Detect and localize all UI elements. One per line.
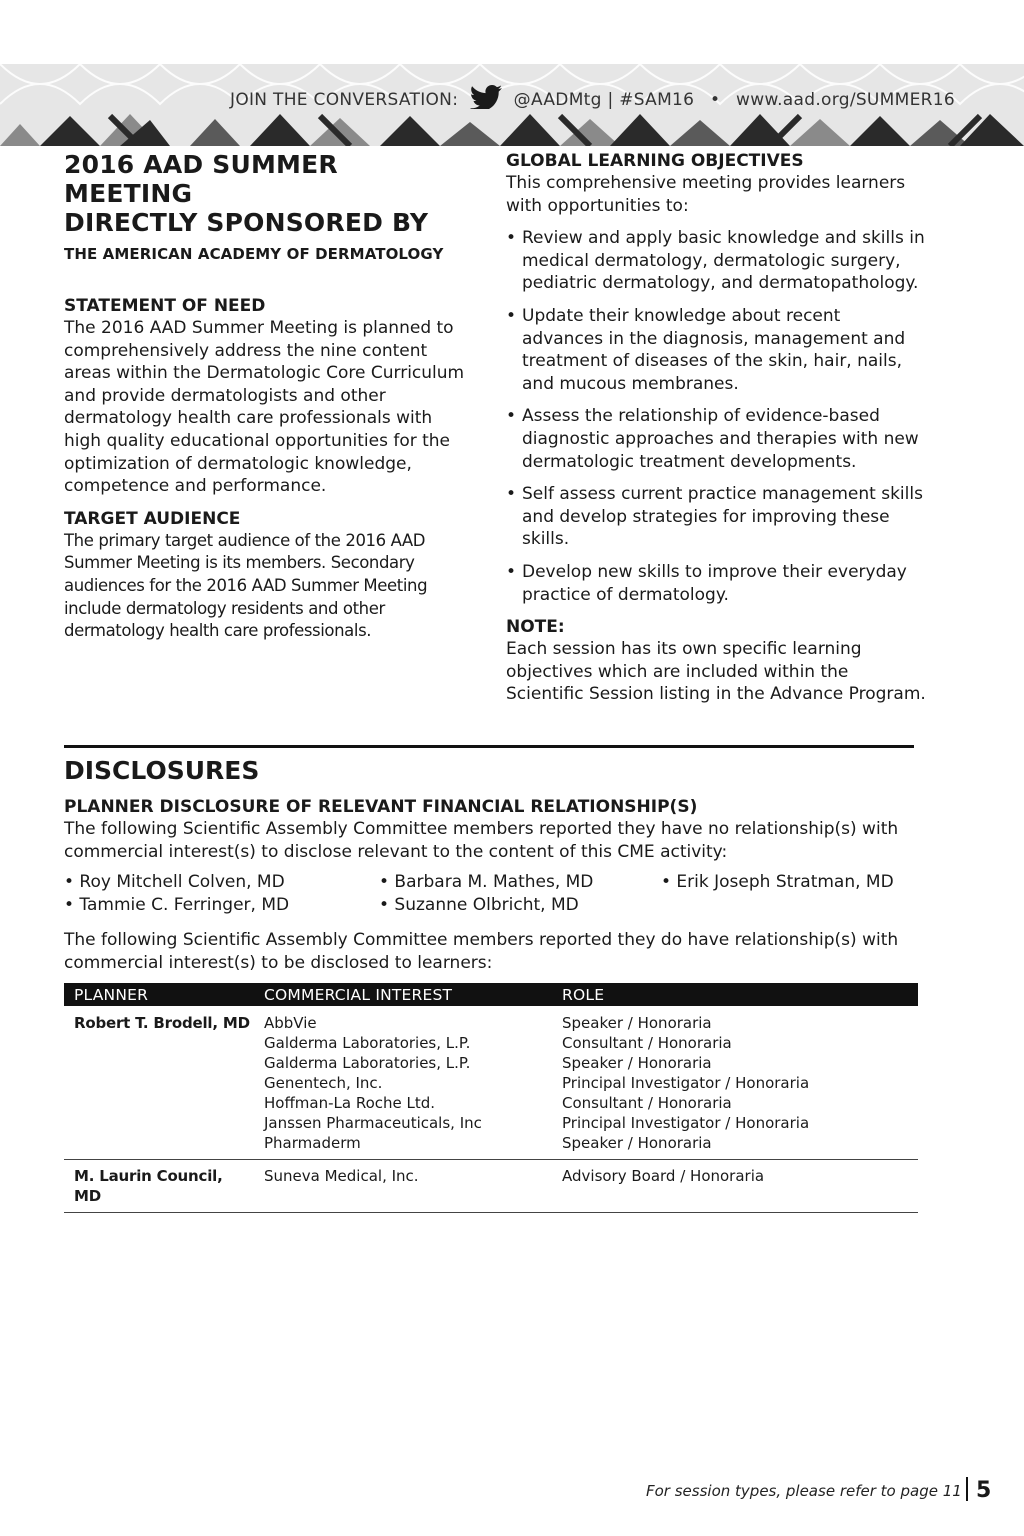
list-item: • Suzanne Olbricht, MD [379,895,579,916]
planner-cell: Robert T. Brodell, MD [64,1006,254,1160]
role-item: Principal Investigator / Honoraria [562,1074,810,1092]
audience-heading: TARGET AUDIENCE [64,508,241,529]
role-item: Speaker / Honoraria [562,1134,712,1152]
note-text: Each session has its own specific learning objectives which are included within the Scientific Session listing in the Advance Program. [506,639,926,705]
column-header-commercial-interest: COMMERCIAL INTEREST [254,983,552,1006]
page-number [966,1477,991,1503]
relationship-text: The following Scientific Assembly Committee members reported they do have relationship(s) with commercial interest(s) to be disclosed to learners: [64,930,899,973]
page-number-divider [966,1477,968,1501]
hashtag[interactable]: #SAM16 [619,90,695,110]
list-item: • Tammie C. Ferringer, MD [64,895,290,916]
no-relationship-names [64,871,924,921]
objectives-list [506,227,926,606]
statement-text: The 2016 AAD Summer Meeting is planned to comprehensively address the nine content areas within the Dermatologic Core Curriculum and provide dermatologists and other dermatology health care professionals with high quality educational opportunities for the optimization of dermatologic knowledge, competence and performance. [64,318,465,497]
section-divider [64,745,914,748]
role-cell [552,1160,918,1213]
statement-heading: STATEMENT OF NEED [64,296,266,316]
disclosures-section [64,756,924,974]
conversation-bar [230,85,955,110]
list-item: • Barbara M. Mathes, MD [379,872,594,893]
role-item: Consultant / Honoraria [562,1034,732,1052]
role-cell [552,1006,918,1160]
interest-item: Galderma Laboratories, L.P. [264,1054,471,1072]
interest-item: AbbVie [264,1014,317,1032]
interest-item: Janssen Pharmaceuticals, Inc [264,1114,482,1132]
page-title [64,150,474,237]
website-link[interactable]: www.aad.org/SUMMER16 [736,90,955,110]
role-item: Speaker / Honoraria [562,1054,712,1072]
sponsor-name: THE AMERICAN ACADEMY OF DERMATOLOGY [64,245,444,263]
title-line-1: 2016 AAD SUMMER MEETING [64,150,338,208]
objectives-heading: GLOBAL LEARNING OBJECTIVES [506,151,804,171]
bullet-separator: • [710,90,721,110]
interest-item: Pharmaderm [264,1134,361,1152]
role-item: Principal Investigator / Honoraria [562,1114,810,1132]
left-column [64,150,474,643]
list-item: • Assess the relationship of evidence-based diagnostic approaches and therapies with new dermatologic treatment developments. [506,405,926,473]
commercial-interest-cell [254,1160,552,1213]
list-item: • Review and apply basic knowledge and skills in medical dermatology, dermatologic surgery, pediatric dermatology, and dermatopathology. [506,227,926,295]
list-item: • Self assess current practice management skills and develop strategies for improving these skills. [506,483,926,551]
role-item: Consultant / Honoraria [562,1094,732,1112]
twitter-handle[interactable]: @AADMtg [513,90,602,110]
disclosure-table [64,983,918,1213]
commercial-interest-cell [254,1006,552,1160]
table-row [64,1006,918,1160]
list-item: • Erik Joseph Stratman, MD [661,872,894,893]
interest-item: Genentech, Inc. [264,1074,383,1092]
twitter-bird-icon [468,85,504,109]
planner-cell: M. Laurin Council, MD [64,1160,254,1213]
interest-item: Galderma Laboratories, L.P. [264,1034,471,1052]
list-item: • Update their knowledge about recent advances in the diagnosis, management and treatment of diseases of the skin, hair, nails, and mucous membranes. [506,305,926,395]
title-line-2: DIRECTLY SPONSORED BY [64,208,429,237]
list-item: • Roy Mitchell Colven, MD [64,872,285,893]
interest-item: Hoffman-La Roche Ltd. [264,1094,436,1112]
role-item: Advisory Board / Honoraria [562,1167,765,1185]
note-heading: NOTE: [506,617,565,638]
column-header-role: ROLE [552,983,918,1006]
interest-item: Suneva Medical, Inc. [264,1167,419,1185]
planner-disclosure-heading: PLANNER DISCLOSURE OF RELEVANT FINANCIAL RELATIONSHIP(S) [64,797,698,817]
table-header-row [64,983,918,1006]
hashtag-separator: | [607,90,614,110]
right-column [506,150,926,706]
role-item: Speaker / Honoraria [562,1014,712,1032]
disclosures-title: DISCLOSURES [64,756,260,785]
audience-text: The primary target audience of the 2016 AAD Summer Meeting is its members. Secondary audiences for the 2016 AAD Summer Meeting include dermatology residents and other dermatology health care professionals. [64,530,428,641]
table-row [64,1160,918,1213]
column-header-planner: PLANNER [64,983,254,1006]
page-number-value: 5 [976,1478,992,1503]
objectives-intro: This comprehensive meeting provides learners with opportunities to: [506,173,906,216]
no-relationship-text: The following Scientific Assembly Committee members reported they have no relationship(s) with commercial interest(s) to disclose relevant to the content of this CME activity: [64,819,899,862]
conversation-label: JOIN THE CONVERSATION: [230,90,459,110]
list-item: • Develop new skills to improve their everyday practice of dermatology. [506,561,926,606]
footer-note: For session types, please refer to page 11 [646,1482,962,1500]
